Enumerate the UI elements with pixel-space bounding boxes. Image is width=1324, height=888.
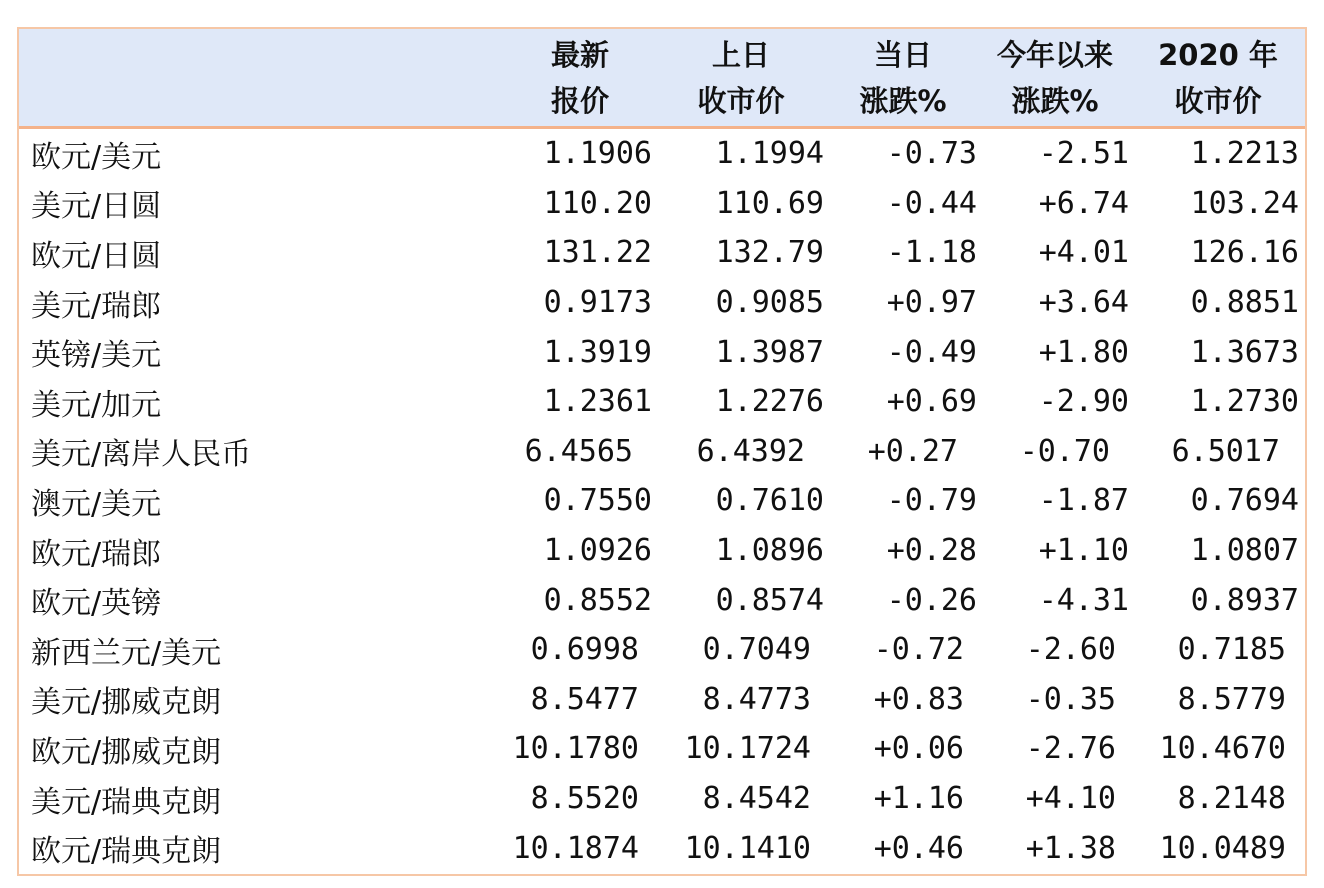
- cell-ytd-change: -1.87: [979, 476, 1131, 526]
- cell-latest: 1.1906: [505, 128, 655, 179]
- table-row: [19, 427, 1305, 477]
- cell-close-2020: 103.24: [1131, 179, 1305, 229]
- cell-latest: 0.8552: [505, 575, 655, 625]
- cell-prev-close: 10.1410: [642, 823, 814, 873]
- cell-close-2020: 0.8851: [1131, 278, 1305, 328]
- cell-pair: 美元/瑞典克朗: [19, 774, 505, 824]
- cell-ytd-change: -0.35: [966, 675, 1118, 725]
- cell-day-change: +0.83: [814, 675, 966, 725]
- cell-prev-close: 10.1724: [642, 724, 814, 774]
- table-row: [19, 774, 1305, 824]
- cell-latest: 110.20: [505, 179, 655, 229]
- cell-prev-close: 8.4773: [642, 675, 814, 725]
- cell-prev-close: 1.1994: [655, 128, 827, 179]
- header-day-change: [827, 29, 979, 128]
- cell-close-2020: 0.8937: [1131, 575, 1305, 625]
- cell-close-2020: 126.16: [1131, 228, 1305, 278]
- cell-day-change: +0.27: [808, 427, 960, 477]
- cell-pair: 欧元/瑞郎: [19, 526, 505, 576]
- table-row: [19, 823, 1305, 873]
- cell-close-2020: 1.0807: [1131, 526, 1305, 576]
- header-prev-close: [655, 29, 827, 128]
- cell-ytd-change: +4.01: [979, 228, 1131, 278]
- cell-close-2020: 1.2213: [1131, 128, 1305, 179]
- table-row: [19, 526, 1305, 576]
- cell-pair: 美元/加元: [19, 377, 505, 427]
- header-row: [19, 29, 1305, 128]
- cell-latest: 0.7550: [505, 476, 655, 526]
- cell-day-change: -0.72: [814, 625, 966, 675]
- header-ytd-change-line1: 今年以来: [996, 37, 1113, 72]
- cell-pair: 澳元/美元: [19, 476, 505, 526]
- cell-day-change: -0.26: [827, 575, 979, 625]
- cell-pair: 美元/日圆: [19, 179, 505, 229]
- header-latest-line2: 报价: [550, 83, 609, 118]
- cell-day-change: -1.18: [827, 228, 979, 278]
- cell-ytd-change: -4.31: [979, 575, 1131, 625]
- cell-day-change: +0.28: [827, 526, 979, 576]
- cell-ytd-change: +1.80: [979, 327, 1131, 377]
- cell-prev-close: 0.7049: [642, 625, 814, 675]
- cell-close-2020: 1.3673: [1131, 327, 1305, 377]
- cell-latest: 1.0926: [505, 526, 655, 576]
- table-row: [19, 724, 1305, 774]
- cell-ytd-change: -2.51: [979, 128, 1131, 179]
- table-row: [19, 575, 1305, 625]
- header-day-change-line2: 涨跌%: [859, 83, 947, 118]
- cell-prev-close: 0.8574: [655, 575, 827, 625]
- cell-pair: 欧元/挪威克朗: [19, 724, 505, 774]
- cell-ytd-change: +4.10: [966, 774, 1118, 824]
- table-row: [19, 675, 1305, 725]
- cell-close-2020: 10.0489: [1118, 823, 1292, 873]
- header-prev-close-line2: 收市价: [697, 83, 785, 118]
- cell-latest: 10.1780: [492, 724, 642, 774]
- cell-pair: 欧元/美元: [19, 128, 505, 179]
- cell-day-change: +0.97: [827, 278, 979, 328]
- table-header: [19, 29, 1305, 128]
- cell-ytd-change: -2.60: [966, 625, 1118, 675]
- table-body: [19, 128, 1305, 873]
- cell-latest: 10.1874: [492, 823, 642, 873]
- cell-latest: 8.5477: [492, 675, 642, 725]
- cell-close-2020: 8.2148: [1118, 774, 1292, 824]
- cell-close-2020: 10.4670: [1118, 724, 1292, 774]
- header-prev-close-line1: 上日: [711, 37, 770, 72]
- cell-prev-close: 110.69: [655, 179, 827, 229]
- cell-day-change: -0.44: [827, 179, 979, 229]
- fx-rates-table: [19, 29, 1305, 873]
- cell-prev-close: 132.79: [655, 228, 827, 278]
- cell-prev-close: 0.7610: [655, 476, 827, 526]
- cell-prev-close: 0.9085: [655, 278, 827, 328]
- cell-day-change: +0.06: [814, 724, 966, 774]
- cell-pair: 新西兰元/美元: [19, 625, 505, 675]
- cell-latest: 131.22: [505, 228, 655, 278]
- cell-ytd-change: -0.70: [960, 427, 1112, 477]
- header-ytd-change-line2: 涨跌%: [1011, 83, 1099, 118]
- cell-prev-close: 1.0896: [655, 526, 827, 576]
- cell-close-2020: 6.5017: [1112, 427, 1286, 477]
- cell-ytd-change: +1.10: [979, 526, 1131, 576]
- cell-prev-close: 8.4542: [642, 774, 814, 824]
- cell-pair: 美元/瑞郎: [19, 278, 505, 328]
- table-row: [19, 278, 1305, 328]
- table-row: [19, 377, 1305, 427]
- cell-pair: 欧元/英镑: [19, 575, 505, 625]
- cell-latest: 1.3919: [505, 327, 655, 377]
- cell-latest: 0.9173: [505, 278, 655, 328]
- cell-day-change: +1.16: [814, 774, 966, 824]
- cell-day-change: +0.46: [814, 823, 966, 873]
- cell-prev-close: 1.3987: [655, 327, 827, 377]
- table-row: [19, 476, 1305, 526]
- table-row: [19, 228, 1305, 278]
- cell-ytd-change: -2.90: [979, 377, 1131, 427]
- cell-ytd-change: +6.74: [979, 179, 1131, 229]
- header-close-2020-line1: 2020 年: [1158, 37, 1278, 72]
- header-close-2020-line2: 收市价: [1174, 83, 1262, 118]
- cell-prev-close: 1.2276: [655, 377, 827, 427]
- cell-prev-close: 6.4392: [636, 427, 808, 477]
- cell-close-2020: 0.7185: [1118, 625, 1292, 675]
- cell-close-2020: 0.7694: [1131, 476, 1305, 526]
- cell-latest: 8.5520: [492, 774, 642, 824]
- cell-latest: 6.4565: [486, 427, 636, 477]
- header-pair: [19, 29, 505, 128]
- header-close-2020: [1131, 29, 1305, 128]
- cell-day-change: -0.73: [827, 128, 979, 179]
- cell-day-change: -0.49: [827, 327, 979, 377]
- table-row: [19, 179, 1305, 229]
- cell-latest: 1.2361: [505, 377, 655, 427]
- header-ytd-change: [979, 29, 1131, 128]
- header-latest-line1: 最新: [550, 37, 609, 72]
- header-day-change-line1: 当日: [873, 37, 932, 72]
- fx-table-frame: [17, 27, 1307, 876]
- table-row: [19, 128, 1305, 179]
- cell-pair: 英镑/美元: [19, 327, 505, 377]
- cell-ytd-change: +3.64: [979, 278, 1131, 328]
- table-row: [19, 327, 1305, 377]
- cell-close-2020: 1.2730: [1131, 377, 1305, 427]
- cell-latest: 0.6998: [492, 625, 642, 675]
- cell-ytd-change: +1.38: [966, 823, 1118, 873]
- cell-pair: 美元/离岸人民币: [19, 427, 505, 477]
- cell-ytd-change: -2.76: [966, 724, 1118, 774]
- cell-pair: 欧元/日圆: [19, 228, 505, 278]
- cell-day-change: +0.69: [827, 377, 979, 427]
- cell-close-2020: 8.5779: [1118, 675, 1292, 725]
- cell-pair: 欧元/瑞典克朗: [19, 823, 505, 873]
- table-row: [19, 625, 1305, 675]
- cell-pair: 美元/挪威克朗: [19, 675, 505, 725]
- header-latest: [505, 29, 655, 128]
- cell-day-change: -0.79: [827, 476, 979, 526]
